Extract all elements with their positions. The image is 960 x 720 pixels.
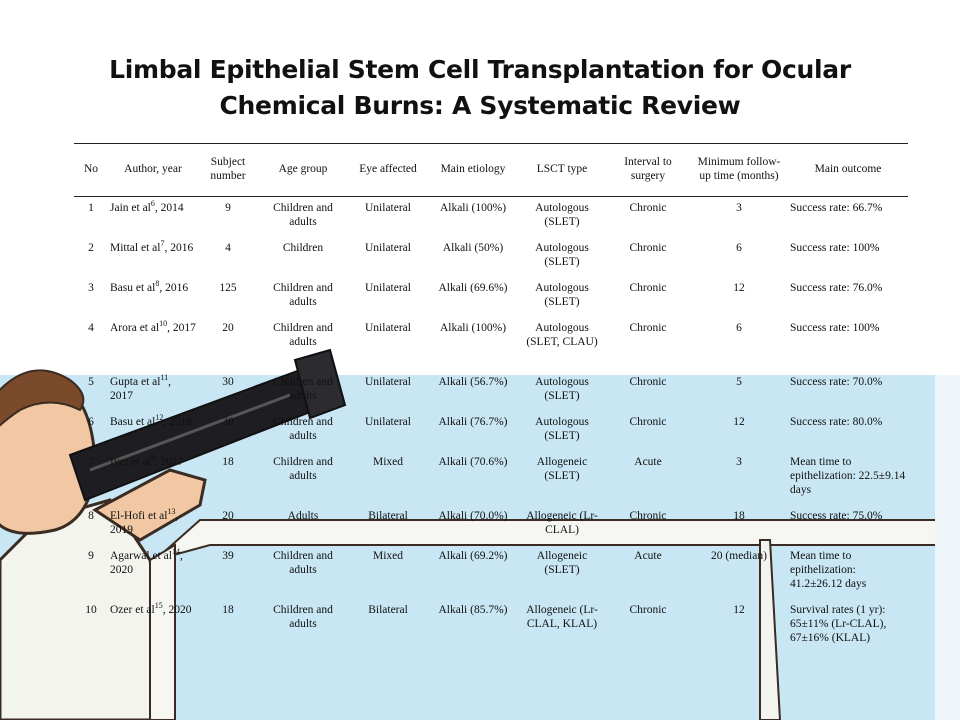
cell-eye: Bilateral [368, 509, 408, 522]
cell-lsct: Autologous (SLET, CLAU) [526, 321, 598, 348]
cell-author: Jain et $al^6$, 2014 [110, 199, 184, 214]
cell-subjects: 20 [222, 321, 234, 334]
cell-lsct: Allogeneic (SLET) [536, 455, 588, 482]
cell-interval: Chronic [629, 509, 667, 522]
cell-etiology: Alkali (69.6%) [438, 281, 508, 294]
cell-eye: Unilateral [365, 375, 411, 388]
cell-outcome: Success rate: 100% [790, 241, 880, 254]
cell-author: Gupta et $al^{11}$, 2017 [110, 372, 172, 402]
cell-eye: Mixed [372, 455, 404, 468]
cell-interval: Chronic [629, 202, 667, 214]
cell-etiology: Alkali (76.7%) [438, 415, 508, 428]
cell-outcome: Survival rates (1 yr): 65±11% (Lr-CLAL), 67±16% (KLAL) [790, 603, 887, 644]
cell-followup: 6 [736, 321, 742, 334]
cell-interval: Chronic [629, 375, 667, 388]
cell-outcome: Success rate: 76.0% [790, 281, 883, 294]
cell-age: Children and adults [273, 281, 333, 308]
cell-interval: Chronic [629, 415, 667, 428]
cell-lsct: Autologous (SLET) [535, 281, 589, 308]
cell-age: Children and adults [273, 202, 333, 228]
cell-subjects: 30 [222, 375, 234, 388]
header-subjects: Subject number [198, 144, 258, 197]
cell-no: 9 [88, 549, 94, 562]
cell-etiology: Alkali (56.7%) [438, 375, 508, 388]
cell-age: Children and adults [273, 415, 333, 442]
cell-subjects: 125 [219, 281, 237, 294]
cell-age: Children and adults [273, 321, 333, 348]
cell-followup: 6 [736, 241, 742, 254]
cell-outcome: Mean time to epithelization: 41.2±26.12 days [790, 549, 867, 590]
header-lsct: LSCT type [518, 144, 606, 197]
table-row [74, 197, 908, 237]
table-row [74, 277, 908, 317]
cell-eye: Mixed [372, 549, 404, 562]
header-etiology: Main etiology [428, 144, 518, 197]
table-row [74, 317, 908, 371]
cell-outcome: Success rate: 80.0% [790, 415, 883, 428]
cell-lsct: Autologous (SLET) [535, 415, 589, 442]
table-row [74, 411, 908, 451]
header-author: Author, year [108, 144, 198, 197]
cell-no: 5 [88, 375, 94, 388]
cell-outcome: Success rate: 66.7% [790, 202, 883, 214]
window-light-edge [935, 375, 960, 720]
table-row [74, 599, 908, 675]
cell-no: 4 [88, 321, 94, 334]
cell-lsct: Allogeneic (Lr-CLAL, KLAL) [526, 603, 598, 630]
cell-author: Arora et $al^{10}$, 2017 [110, 318, 196, 334]
cell-eye: Unilateral [365, 241, 411, 254]
cell-author: Basu et $al^8$, 2016 [110, 278, 189, 294]
cell-outcome: Success rate: 70.0% [790, 375, 883, 388]
cell-lsct: Autologous (SLET) [535, 375, 589, 402]
slide-title: Limbal Epithelial Stem Cell Transplantation for Ocular Chemical Burns: A Systematic Review [109, 55, 851, 120]
header-outcome: Main outcome [788, 144, 908, 197]
cell-eye: Unilateral [365, 321, 411, 334]
cell-subjects: 20 [222, 509, 234, 522]
table-row [74, 237, 908, 277]
cell-etiology: Alkali (100%) [439, 202, 507, 214]
cell-etiology: Alkali (85.7%) [438, 603, 508, 616]
cell-subjects: 18 [222, 455, 234, 468]
cell-interval: Chronic [629, 321, 667, 334]
cell-outcome: Success rate: 75.0% [790, 509, 883, 522]
cell-subjects: 39 [222, 549, 234, 562]
cell-etiology: Alkali (69.2%) [438, 549, 508, 562]
header-age: Age group [258, 144, 348, 197]
cell-subjects: 9 [225, 202, 231, 214]
cell-no: 7 [88, 455, 94, 468]
cell-subjects: 18 [222, 603, 234, 616]
cell-age: Children [282, 241, 324, 254]
cell-author: Basu et $al^{12}$, 2018 [110, 412, 193, 428]
cell-followup: 12 [733, 603, 745, 616]
cell-no: 8 [88, 509, 94, 522]
cell-author: Ozer et $al^{15}$, 2020 [110, 600, 192, 616]
cell-no: 6 [88, 415, 94, 428]
cell-author: El-Hofi et $al^{13}$, 2019 [110, 506, 179, 536]
header-followup: Minimum follow-up time (months) [690, 144, 788, 197]
cell-subjects: 30 [222, 415, 234, 428]
table-header-row [74, 144, 908, 197]
cell-lsct: Autologous (SLET) [535, 241, 589, 268]
cell-lsct: Autologous (SLET) [535, 202, 589, 228]
cell-age: Adults [287, 509, 319, 522]
cell-age: Children and adults [273, 603, 333, 630]
cell-outcome: Mean time to epithelization: 22.5±9.14 days [790, 455, 906, 496]
cell-etiology: Alkali (70.0%) [438, 509, 508, 522]
cell-etiology: Alkali (100%) [439, 321, 507, 334]
table-row [74, 505, 908, 545]
table-row [74, 451, 908, 505]
cell-interval: Chronic [629, 241, 667, 254]
cell-no: 10 [85, 603, 97, 616]
cell-author: Agarwal et $al^{14}$, 2020 [110, 546, 183, 576]
cell-interval: Chronic [629, 603, 667, 616]
cell-followup: 3 [736, 455, 742, 468]
cell-etiology: Alkali (70.6%) [438, 455, 508, 468]
cell-no: 2 [88, 241, 94, 254]
table-row [74, 545, 908, 599]
cell-followup: 18 [733, 509, 745, 522]
cell-interval: Chronic [629, 281, 667, 294]
cell-lsct: Allogeneic (SLET) [536, 549, 588, 576]
cell-age: Children and adults [273, 375, 333, 402]
cell-no: 1 [88, 202, 94, 214]
cell-eye: Unilateral [365, 415, 411, 428]
header-no: No [74, 144, 108, 197]
cell-followup: 12 [733, 415, 745, 428]
cell-eye: Unilateral [365, 281, 411, 294]
cell-interval: Acute [634, 549, 662, 562]
header-interval: Interval to surgery [606, 144, 690, 197]
cell-followup: 20 (median) [711, 549, 767, 562]
cell-age: Children and adults [273, 549, 333, 576]
review-table-container [74, 143, 908, 675]
cell-etiology: Alkali (50%) [442, 241, 504, 254]
cell-followup: 5 [736, 375, 742, 388]
cell-no: 3 [88, 281, 94, 294]
cell-author: Mittal et $al^7$, 2016 [110, 238, 194, 254]
cell-eye: Unilateral [365, 202, 411, 214]
cell-eye: Bilateral [368, 603, 408, 616]
table-row [74, 371, 908, 411]
cell-followup: 12 [733, 281, 745, 294]
cell-interval: Acute [634, 455, 662, 468]
cell-author: Iyer et $al^9$, 2017 [110, 452, 184, 468]
cell-outcome: Success rate: 100% [790, 321, 880, 334]
cell-subjects: 4 [225, 241, 231, 254]
review-table [74, 143, 908, 675]
cell-followup: 3 [736, 202, 742, 214]
cell-lsct: Allogeneic (Lr-CLAL) [526, 509, 598, 536]
cell-age: Children and adults [273, 455, 333, 482]
header-eye: Eye affected [348, 144, 428, 197]
